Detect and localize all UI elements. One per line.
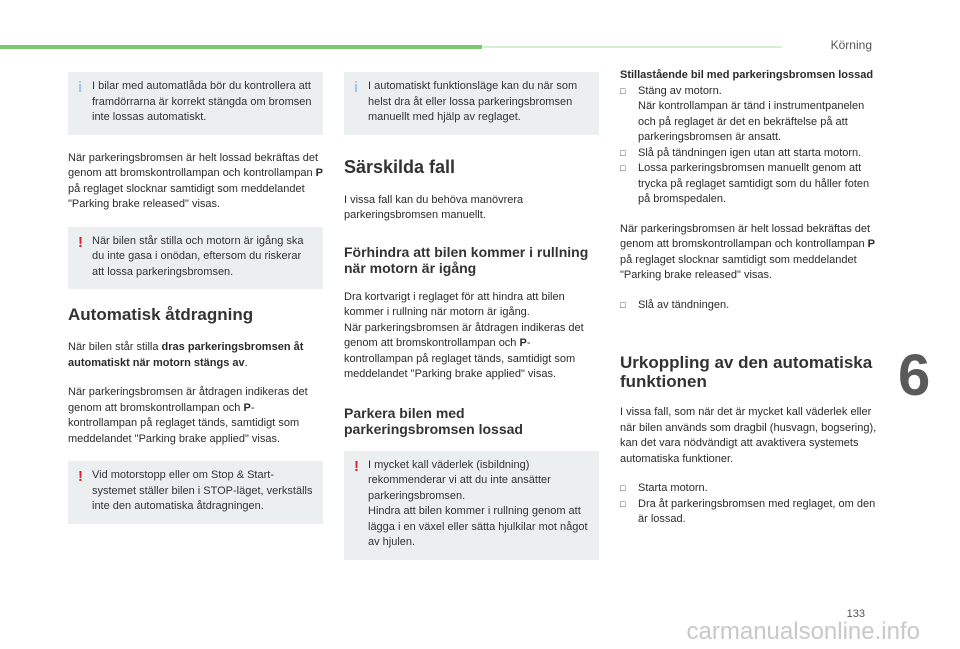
list-item: □ Stäng av motorn.: [620, 84, 880, 100]
top-accent-bar: [0, 45, 482, 49]
paragraph: När bilen står stilla dras parkeringsbromsen åt automatiskt när motorn stängs av.: [68, 341, 304, 369]
step-list: [620, 298, 880, 314]
paragraph: När parkeringsbromsen är helt lossad bekräftas det genom att bromskontrollampan och kontrollampan P på reglaget slocknar samtidigt som meddelandet "Parking brake released" visas.: [620, 222, 875, 281]
paragraph: När parkeringsbromsen är åtdragen indikeras det genom att bromskontrollampan och P-kontrollampan på reglaget tänds, samtidigt som meddelandet "Parking brake applied" visas.: [68, 386, 308, 445]
section-heading: Urkoppling av den automatiska funktionen: [620, 353, 873, 391]
paragraph: När parkeringsbromsen är helt lossad bekräftas det genom att bromskontrollampan och kontrollampan P på reglaget slocknar samtidigt som meddelandet "Parking brake released" visas.: [68, 151, 323, 210]
list-item: □ Slå av tändningen.: [620, 298, 880, 314]
info-icon: i: [78, 79, 83, 96]
column-left: [68, 72, 323, 540]
checkbox-icon: □: [620, 163, 626, 173]
list-item: □ Starta motorn.: [620, 481, 880, 497]
checkbox-icon: □: [620, 85, 626, 96]
section-heading: Automatisk åtdragning: [68, 305, 254, 324]
list-item-detail: När kontrollampan är tänd i instrumentpanelen och på reglaget är det en bekräftelse på att parkeringsbromsen är ansatt.: [638, 100, 865, 143]
paragraph: Dra kortvarigt i reglaget för att hindra att bilen kommer i rullning när motorn är igång.: [344, 290, 565, 318]
section-heading: Särskilda fall: [344, 156, 456, 177]
subsection-heading: Stillastående bil med parkeringsbromsen lossad: [620, 69, 874, 81]
info-icon: i: [354, 79, 359, 96]
list-item: □ Dra åt parkeringsbromsen med reglaget, om den är lossad.: [620, 497, 876, 525]
chapter-number: 6: [898, 343, 931, 408]
step-list: [620, 481, 880, 528]
warning-icon: !: [78, 233, 83, 251]
warning-note: ! I mycket kall väderlek (isbildning) rekommenderar vi att du inte ansätter parkeringsbromsen. Hindra att bilen kommer i rullning genom att lägga i en växel eller sätta hjulkilar mot något av hjulen.: [344, 451, 599, 560]
warning-icon: !: [354, 457, 359, 475]
checkbox-icon: □: [620, 483, 626, 493]
paragraph: I vissa fall kan du behöva manövrera parkeringsbromsen manuellt.: [344, 193, 524, 221]
subsection-heading: Parkera bilen med parkeringsbromsen lossad: [344, 404, 523, 437]
warning-note: ! När bilen står stilla och motorn är igång ska du inte gasa i onödan, eftersom du riskerar att lossa parkeringsbromsen.: [68, 227, 323, 290]
checkbox-icon: □: [620, 498, 626, 509]
list-item: □ Slå på tändningen igen utan att starta motorn.: [620, 146, 880, 162]
checkbox-icon: □: [620, 147, 626, 158]
watermark: carmanualsonline.info: [686, 618, 920, 645]
section-title: Körning: [830, 38, 872, 52]
warning-icon: !: [78, 468, 83, 485]
subsection-heading: Förhindra att bilen kommer i rullning när motorn är igång: [344, 243, 589, 276]
step-list: [620, 84, 880, 208]
column-right: [620, 68, 880, 542]
page-number: 133: [846, 608, 865, 620]
info-note: i I automatiskt funktionsläge kan du när som helst dra åt eller lossa parkeringsbromsen manuellt med hjälp av reglaget.: [344, 72, 599, 135]
top-accent-bar-light: [482, 46, 782, 48]
column-middle: [344, 72, 599, 576]
paragraph: När parkeringsbromsen är åtdragen indikeras det genom att bromskontrollampan och P-kontrollampan på reglaget tänds, samtidigt som meddelandet "Parking brake applied" visas.: [344, 321, 584, 380]
list-item: □ Lossa parkeringsbromsen manuellt genom att trycka på reglaget samtidigt som du håller foten på bromspedalen.: [620, 162, 870, 205]
paragraph: I vissa fall, som när det är mycket kall väderlek eller när bilen används som dragbil (husvagn, bogsering), kan det vara nödvändigt att avaktivera systemets automatiska funktioner.: [620, 406, 877, 465]
checkbox-icon: □: [620, 299, 626, 310]
info-note: i I bilar med automatlåda bör du kontrollera att framdörrarna är korrekt stängda om bromsen inte lossas automatiskt.: [68, 72, 323, 135]
warning-note: ! Vid motorstopp eller om Stop & Start-systemet ställer bilen i STOP-läget, verkställs inte den automatiska åtdragningen.: [68, 461, 323, 524]
